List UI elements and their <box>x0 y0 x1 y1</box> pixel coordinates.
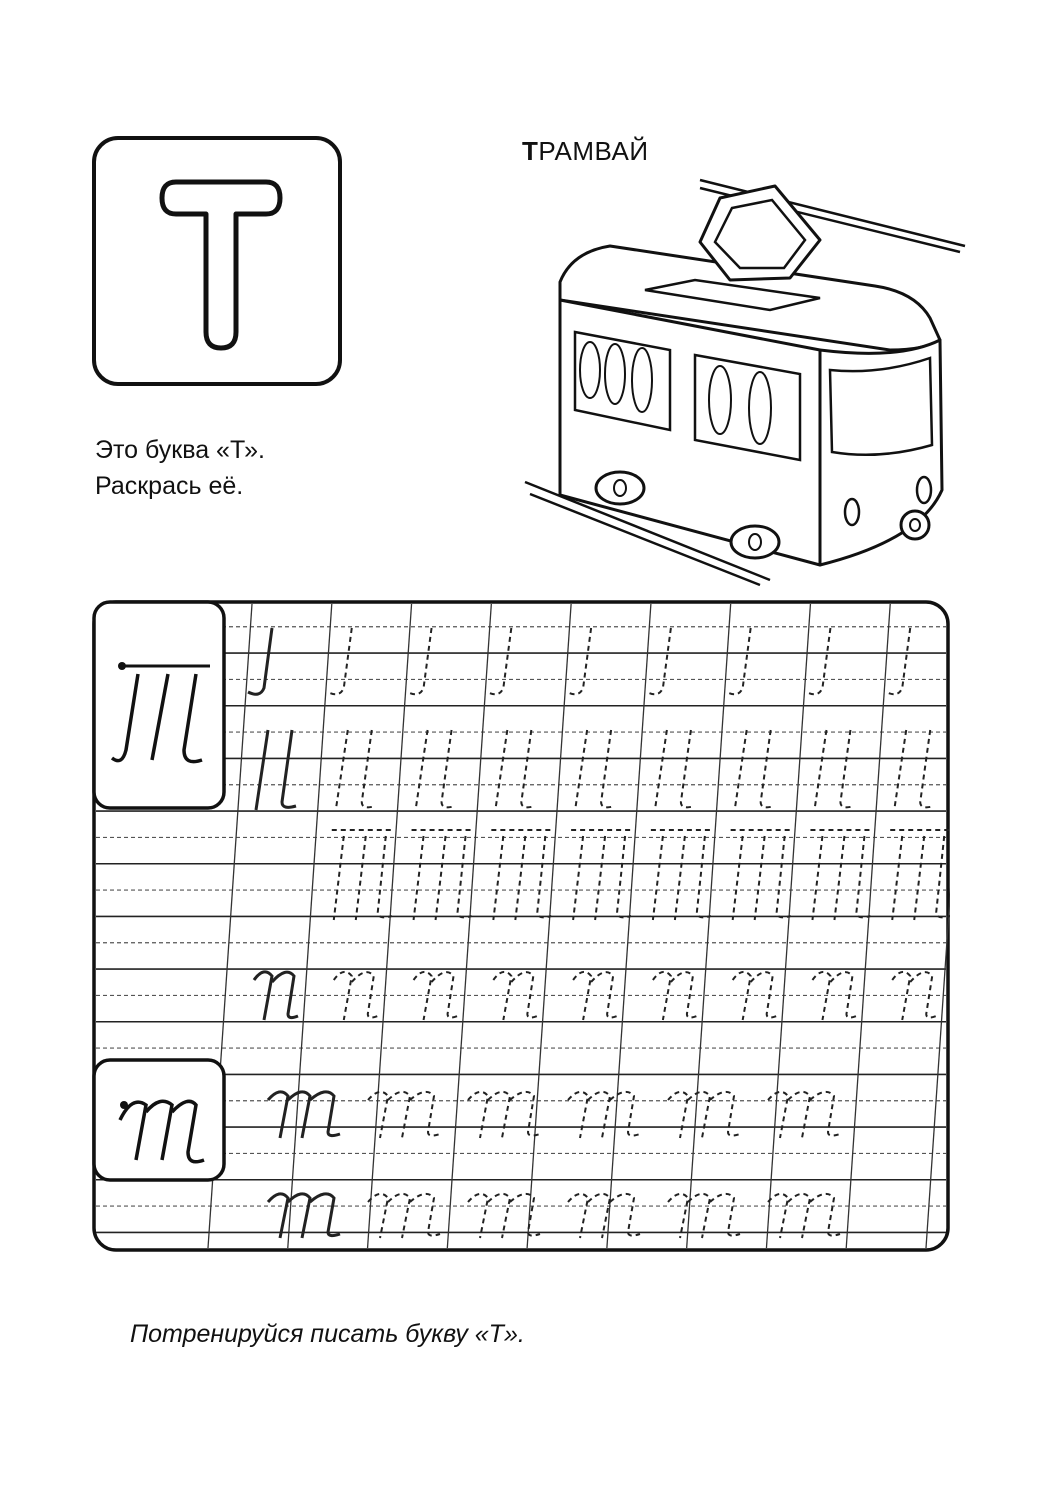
sample-box-capital <box>94 602 224 808</box>
handwriting-practice-grid <box>92 600 950 1252</box>
sample-box-lowercase <box>94 1060 224 1180</box>
intro-line-1: Это буква «Т». <box>95 436 265 464</box>
outlined-letter-t <box>96 140 346 390</box>
letter-card <box>92 136 342 386</box>
start-dot <box>120 1101 128 1109</box>
intro-text <box>95 432 265 504</box>
picture-word-first-letter: Т <box>522 136 539 166</box>
start-dot <box>118 662 126 670</box>
tram-illustration <box>520 160 970 600</box>
intro-line-2: Раскрась её. <box>95 472 244 500</box>
picture-word-rest: РАМВАЙ <box>538 136 649 166</box>
practice-lines <box>92 600 950 1252</box>
practice-instruction: Потренируйся писать букву «Т». <box>130 1320 525 1348</box>
